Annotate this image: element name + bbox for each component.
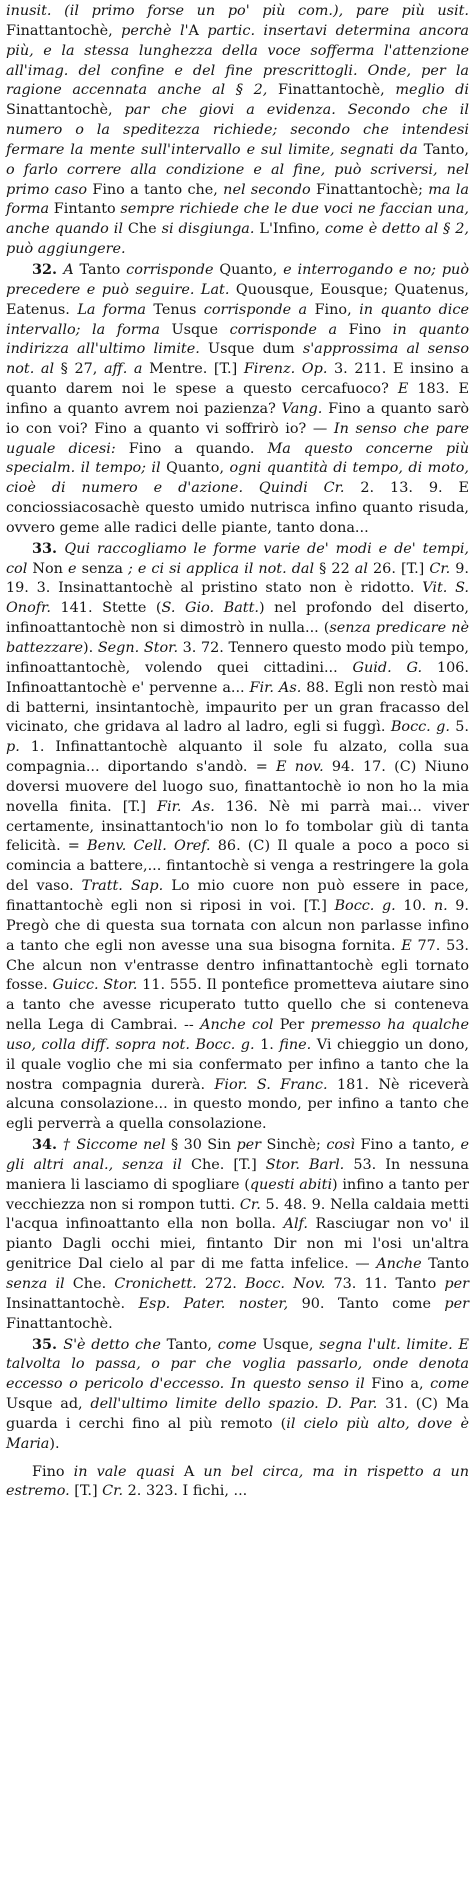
italic-text-segment: p. — [6, 739, 31, 756]
text-segment: Non — [32, 560, 68, 577]
text-segment: Lo mio cuore non può essere in pace, finattantochè egli non si riposi in voi. [T.] — [6, 878, 469, 914]
text-segment: Fino, — [314, 301, 360, 318]
italic-text-segment: La forma — [77, 301, 154, 318]
italic-text-segment: e — [67, 560, 82, 577]
italic-text-segment: s'approssima al senso not. al — [6, 341, 469, 378]
text-segment: Finattantochè, — [6, 22, 122, 39]
italic-text-segment: corrisponde a — [203, 301, 315, 318]
text-segment: 73. 11. Tanto — [333, 1276, 445, 1292]
text-segment: 86. (C) Il quale a poco a poco si comincia a battere,... fintantochè si venga a restringere la gola del vaso. — [6, 838, 469, 895]
text-segment: Fino a quanto sarò io con voi? Fino a quanto vi soffrirò io? — — [6, 400, 470, 437]
text-segment: 1. Infinattantochè alquanto il sole fu alzato, colla sua compagnia... diportando s'andò. = — [6, 739, 469, 776]
text-segment: Fino a tanto che, — [92, 181, 224, 198]
text-segment: Insinattantochè. — [6, 1295, 139, 1312]
text-segment: A — [183, 1463, 204, 1480]
text-segment: 9. 19. 3. Insinattantochè al pristino stato non è ridotto. — [6, 560, 470, 597]
italic-text-segment: par che giovi a evidenza. Secondo che il numero o la speditezza richiede; secondo che intendesi fermare la mente sull'intervallo e sul limite, segnati da — [6, 102, 469, 158]
text-segment: Fintanto — [53, 201, 121, 218]
italic-text-segment: perchè l' — [121, 22, 189, 39]
italic-text-segment: Cr. — [239, 1196, 266, 1213]
italic-text-segment: Anche col — [200, 1017, 280, 1034]
text-segment: 2. 323. I fichi, ... — [127, 1483, 248, 1500]
italic-text-segment: in quanto indirizza all'ultimo limite. — [6, 321, 469, 358]
italic-text-segment: Fior. S. Franc. — [214, 1076, 337, 1093]
italic-text-segment: Tratt. Sap. — [81, 878, 172, 895]
text-segment: 106. Infinoattantochè e' pervenne a... — [6, 659, 470, 696]
text-segment: 53. In nessuna maniera li lasciamo di spogliare ( — [6, 1156, 469, 1193]
text-segment: Vi chieggio un dono, il quale voglio che mi sia confermato per infino a tanto che la nostra compagnia durerà. — [6, 1036, 469, 1093]
text-segment: ). — [49, 1435, 60, 1452]
italic-text-segment: Cr. — [429, 560, 456, 577]
italic-text-segment: fine. — [279, 1036, 317, 1053]
italic-text-segment: Cr. — [102, 1483, 128, 1500]
paragraph-33 — [6, 539, 469, 1135]
text-segment: Per — [279, 1017, 311, 1034]
italic-text-segment: senza predicare nè battezzare — [6, 620, 469, 656]
italic-text-segment: e interrogando e no; può precedere e può seguire. Lat. — [6, 261, 469, 298]
text-segment: Tanto — [79, 261, 127, 278]
text-segment: Sinattantochè, — [6, 102, 125, 119]
italic-text-segment: un bel circa, ma in rispetto a un estremo. — [6, 1463, 469, 1500]
italic-text-segment: Firenz. Op. — [243, 361, 334, 378]
italic-text-segment: Vang. — [281, 400, 329, 417]
text-segment: Fino a tanto, — [360, 1137, 461, 1154]
italic-text-segment: nel secondo — [223, 181, 316, 198]
paragraph-34 — [6, 1135, 469, 1334]
italic-text-segment: questi abiti — [249, 1176, 333, 1193]
text-segment: Che. — [72, 1276, 115, 1292]
text-segment: Tanto, — [423, 141, 469, 158]
italic-text-segment: corrisponde a — [229, 321, 349, 338]
section-number: 35. — [32, 1335, 64, 1353]
italic-text-segment: A — [63, 261, 80, 278]
italic-text-segment: E — [401, 937, 418, 954]
italic-text-segment: Esp. Pater. noster, — [138, 1295, 302, 1312]
paragraph-35 — [6, 1335, 469, 1455]
text-segment: 90. Tanto come — [301, 1295, 445, 1312]
text-segment: 5. 48. 9. Nella caldaia metti l'acqua infinoattanto ella non bolla. — [6, 1196, 469, 1233]
italic-text-segment: sempre richiede che le due voci ne faccian una, anche quando il — [6, 201, 470, 238]
text-segment: Tanto, — [166, 1336, 218, 1353]
italic-text-segment: Anche — [376, 1256, 429, 1273]
text-segment: 272. — [204, 1276, 246, 1292]
italic-text-segment: dell'ultimo limite dello spazio. D. Par. — [90, 1396, 386, 1413]
text-segment: ). — [83, 640, 98, 656]
italic-text-segment: S. Gio. Batt. — [161, 600, 259, 617]
italic-text-segment: Bocc. g. — [334, 897, 404, 914]
italic-text-segment: o farlo correre alla condizione e al fine, può scriversi, nel primo caso — [6, 161, 469, 198]
text-segment: Fino a quando. — [128, 440, 268, 457]
italic-text-segment: Vit. S. Onofr. — [6, 580, 469, 617]
italic-text-segment: Fir. As. — [249, 679, 307, 696]
italic-text-segment: per — [444, 1295, 469, 1312]
italic-text-segment: Cronichett. — [114, 1276, 205, 1292]
italic-text-segment: meglio di — [395, 82, 469, 99]
italic-text-segment: si disgiunga. — [161, 221, 260, 238]
italic-text-segment: per — [236, 1137, 267, 1154]
italic-text-segment: come — [430, 1376, 470, 1393]
italic-text-segment: ; e ci si applica il not. dal — [127, 560, 320, 577]
text-segment: 77. 53. Che alcun non v'entrasse dentro infinattantochè egli tornato fosse. — [6, 937, 469, 994]
text-segment: ) nel profondo del diserto, infinoattantochè non si dimostrò in nulla... ( — [6, 600, 470, 637]
text-segment: 2. 13. 9. E conciossiacosachè questo umido nutrisca infino quanto risuda, ovvero geme alle radici delle piante, tanto dona... — [6, 480, 469, 536]
text-segment: Che — [127, 221, 162, 238]
text-segment: Usque ad, — [6, 1396, 91, 1413]
text-segment: Finattantochè. — [6, 1315, 113, 1332]
text-segment: Finattantochè; — [315, 181, 429, 198]
text-segment: 3. 72. Tennero questo modo più tempo, infinoattantochè, volendo quei cittadini... — [6, 640, 469, 676]
text-segment: Fino — [32, 1463, 74, 1480]
text-segment: [T.] — [74, 1483, 103, 1500]
text-segment: L'Infino, — [259, 221, 325, 238]
text-segment: 183. E infino a quanto avrem noi pazienza? — [6, 381, 469, 417]
text-segment: Quousque, Eousque; Quatenus, Eatenus. — [6, 281, 469, 318]
text-segment: Tenus — [153, 301, 204, 318]
text-segment: § 22 — [319, 560, 355, 577]
text-segment: 136. Nè mi parrà mai... viver certamente, insinattantoch'io non lo fo tombolar giù di tanta felicità. = — [6, 798, 470, 855]
section-number: 33. — [32, 539, 65, 557]
text-segment: Tanto — [428, 1256, 469, 1273]
italic-text-segment: in quanto dice intervallo; la forma — [6, 301, 469, 338]
italic-text-segment: come è detto al § 2, può aggiungere. — [6, 221, 469, 258]
italic-text-segment: aff. a — [103, 361, 150, 378]
italic-text-segment: in vale quasi — [73, 1463, 184, 1480]
section-number: 34. — [32, 1136, 63, 1154]
italic-text-segment: senza il — [6, 1276, 73, 1292]
text-segment: Usque — [171, 321, 230, 338]
italic-text-segment: e gli altri anal., senza il — [6, 1137, 469, 1173]
italic-text-segment: inusit. (il primo forse un po' più com.), pare più usit. — [6, 3, 469, 19]
text-segment: Usque dum — [207, 341, 303, 358]
italic-text-segment: ogni quantità di tempo, di moto, cioè di numero e d'azione. Quindi Cr. — [6, 460, 469, 497]
paragraph-fino — [6, 1463, 469, 1503]
text-segment: Quanto, — [166, 460, 230, 477]
text-segment: 141. Stette ( — [60, 600, 162, 617]
italic-text-segment: partic. insertavi determina ancora più, e la stessa lunghezza della voce sofferma l'attenzione all'imag. del confine e del fine prescrittogli. Onde, per la ragione accennata anche al § 2, — [6, 22, 470, 99]
text-segment: Mentre. [T.] — [149, 361, 244, 378]
italic-text-segment: il cielo più alto, dove è Maria — [6, 1415, 469, 1452]
italic-text-segment: Bocc. Nov. — [245, 1276, 334, 1292]
italic-text-segment: E nov. — [275, 759, 332, 776]
text-segment: Che. [T.] — [190, 1156, 266, 1173]
italic-text-segment: S'è detto che — [63, 1336, 167, 1353]
italic-text-segment: corrisponde — [126, 261, 220, 278]
italic-text-segment: In senso che pare uguale dicesi: — [6, 420, 469, 457]
italic-text-segment: Qui raccogliamo le forme varie de' modi e de' tempi, col — [6, 540, 470, 577]
text-segment: 88. Egli non restò mai di batterni, insintantochè, impaurito per un gran fracasso del vicinato, che gridava al ladro al ladro, egli si fuggì. — [6, 679, 469, 736]
text-segment: 10. — [403, 897, 434, 914]
text-segment: 181. Nè riceverà alcuna consolazione... in questo mondo, per infino a tanto che egli perverrà a quella consolazione. — [6, 1076, 469, 1133]
text-segment: § 27, — [60, 361, 104, 378]
text-segment: 11. 555. Il pontefice prometteva aiutare sino a tanto che avesse ricuperato tutto quello che si conteneva nella Lega di Cambrai. -- — [6, 977, 469, 1034]
text-segment: 5. — [455, 719, 469, 736]
text-segment: Usque, — [262, 1336, 320, 1353]
italic-text-segment: segna l'ult. limite. E talvolta lo passa, o par che voglia passarlo, onde denota eccesso o pericolo d'eccesso. In questo senso il — [6, 1336, 470, 1393]
text-segment: § 30 Sin — [170, 1137, 237, 1154]
italic-text-segment: n. — [433, 897, 456, 914]
italic-text-segment: ma la forma — [6, 181, 469, 218]
text-segment: senza — [81, 560, 128, 577]
text-segment: Quanto, — [219, 261, 284, 278]
italic-text-segment: per — [444, 1276, 469, 1292]
italic-text-segment: Segn. Stor. — [97, 640, 183, 656]
text-segment: ) infino a tanto per vecchiezza non si rompon tutti. — [6, 1176, 469, 1213]
italic-text-segment: Benv. Cell. Oref. — [87, 838, 218, 855]
italic-text-segment: Ma questo concerne più specialm. il tempo; il — [6, 440, 469, 477]
text-segment: Fino — [348, 321, 393, 338]
text-segment: 9. Pregò che di questa sua tornata con alcun non parlasse infino a tanto che egli non avesse una sua bisogna fornita. — [6, 897, 470, 954]
italic-text-segment: E — [397, 381, 418, 398]
paragraph-intro — [6, 2, 469, 260]
text-segment: A — [188, 22, 208, 39]
italic-text-segment: come — [217, 1336, 263, 1353]
italic-text-segment: Fir. As. — [157, 798, 226, 815]
text-segment: Sinchè; — [266, 1137, 327, 1154]
text-segment: Finattantochè, — [277, 82, 396, 99]
italic-text-segment: Guid. G. — [352, 659, 437, 676]
italic-text-segment: Alf. — [283, 1216, 316, 1233]
text-segment: Fino a, — [371, 1376, 431, 1393]
italic-text-segment: al — [354, 560, 374, 577]
text-segment: 31. (C) Ma guarda i cerchi fino al più remoto ( — [6, 1396, 470, 1432]
text-segment: 26. [T.] — [373, 560, 430, 577]
italic-text-segment: Guicc. Stor. — [52, 977, 143, 994]
italic-text-segment: così — [326, 1137, 361, 1154]
italic-text-segment: Stor. Barl. — [265, 1156, 354, 1173]
text-segment: 3. 211. E insino a quanto darem noi le spese a questo cercafuoco? — [6, 361, 470, 398]
italic-text-segment: premesso ha qualche uso, colla diff. sopra not. Bocc. g. — [6, 1017, 469, 1053]
italic-text-segment: Bocc. g. — [390, 719, 456, 736]
paragraph-32 — [6, 260, 469, 539]
section-number: 32. — [32, 260, 64, 278]
text-segment: 1. — [260, 1036, 280, 1053]
text-segment: 94. 17. (C) Niuno doversi muovere del luogo suo, finattantochè io non ho la mia novella finita. [T.] — [6, 759, 469, 815]
italic-text-segment: † Siccome nel — [62, 1137, 171, 1154]
text-segment: Rasciugar non vo' il pianto Dagli occhi miei, fintanto Dir non mi l'osi un'altra genitrice Dal cielo al par di me fatta infelice. — — [6, 1216, 469, 1273]
